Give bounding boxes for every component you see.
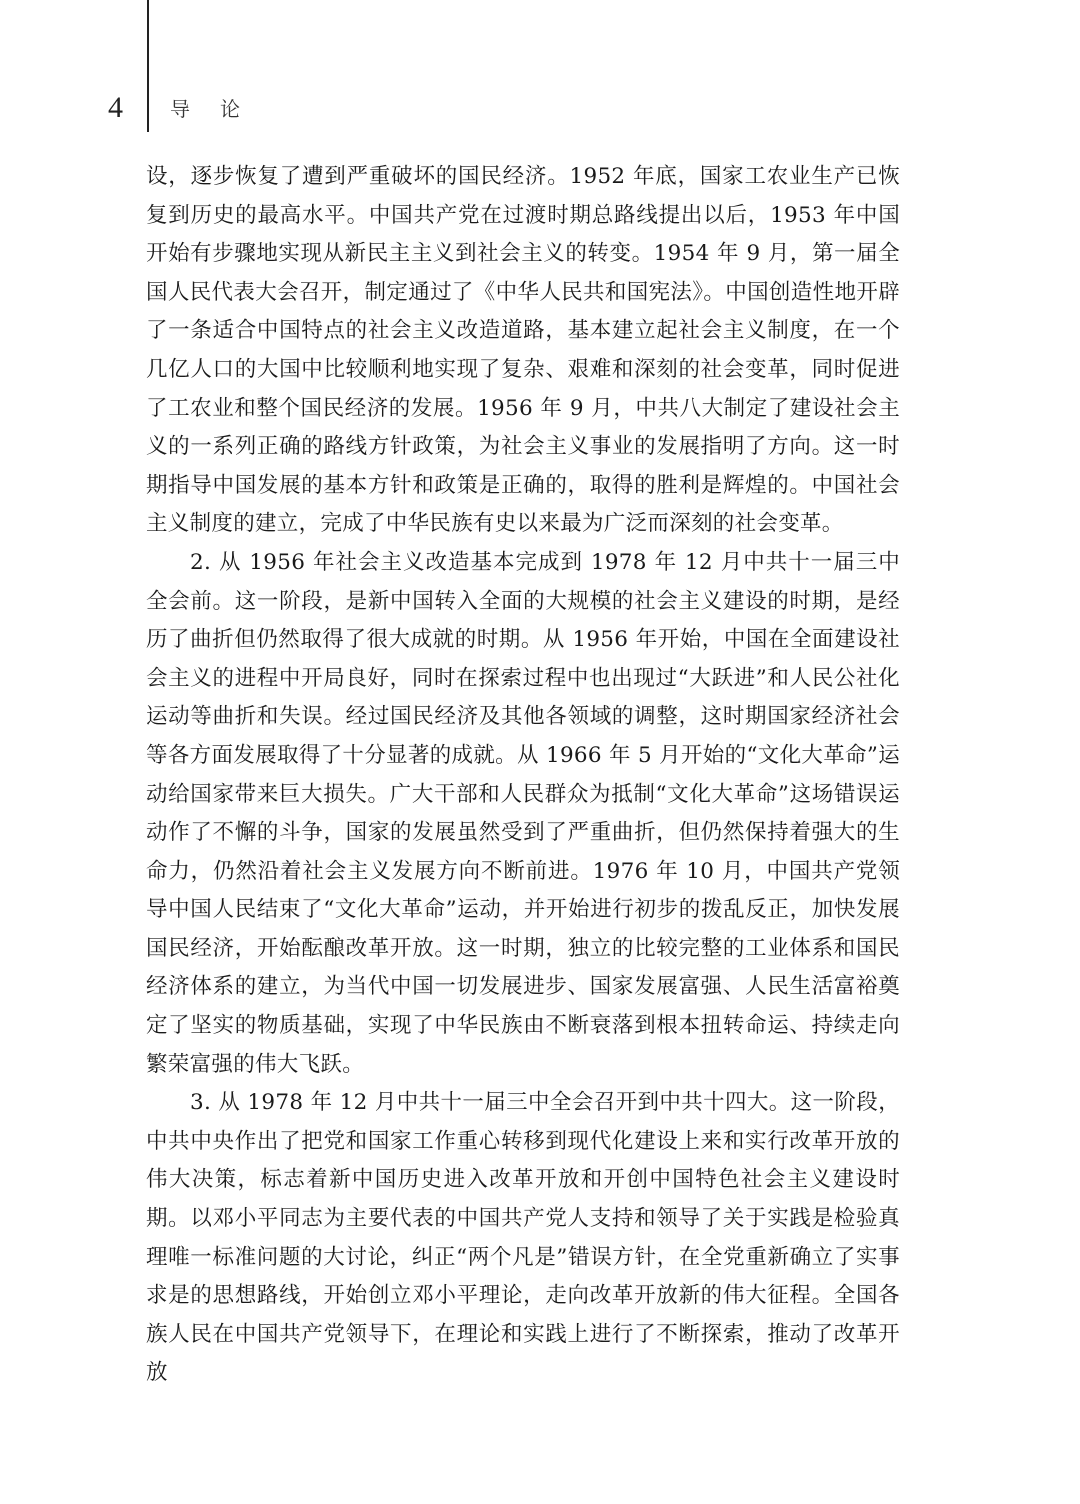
header-divider xyxy=(147,0,149,132)
paragraph-stage-3: 3. 从 1978 年 12 月中共十一届三中全会召开到中共十四大。这一阶段，中共中央作出了把党和国家工作重心转移到现代化建设上来和实行改革开放的伟大决策，标志着新中国历史进入改革开放和开创中国特色社会主义建设时期。以邓小平同志为主要代表的中国共产党人支持和领导了关于实践是检验真理唯一标准问题的大讨论，纠正“两个凡是”错误方针，在全党重新确立了实事求是的思想路线，开始创立邓小平理论，走向改革开放新的伟大征程。全国各族人民在中国共产党领导下，在理论和实践上进行了不断探索，推动了改革开放 xyxy=(146,1090,900,1386)
paragraph-continued: 设，逐步恢复了遭到严重破坏的国民经济。1952 年底，国家工农业生产已恢复到历史的最高水平。中国共产党在过渡时期总路线提出以后，1953 年中国开始有步骤地实现从新民主主义到社会主义的转变。1954 年 9 月，第一届全国人民代表大会召开，制定通过了《中华人民共和国宪法》。中国创造性地开辟了一条适合中国特点的社会主义改造道路，基本建立起社会主义制度，在一个几亿人口的大国中比较顺利地实现了复杂、艰难和深刻的社会变革，同时促进了工农业和整个国民经济的发展。1956 年 9 月，中共八大制定了建设社会主义的一系列正确的路线方针政策，为社会主义事业的发展指明了方向。这一时期指导中国发展的基本方针和政策是正确的，取得的胜利是辉煌的。中国社会主义制度的建立，完成了中华民族有史以来最为广泛而深刻的社会变革。 xyxy=(146,164,900,537)
running-head: 导论 xyxy=(170,97,270,121)
page-number: 4 xyxy=(108,91,123,124)
paragraph-stage-2: 2. 从 1956 年社会主义改造基本完成到 1978 年 12 月中共十一届三中全会前。这一阶段，是新中国转入全面的大规模的社会主义建设的时期，是经历了曲折但仍然取得了很大成就的时期。从 1956 年开始，中国在全面建设社会主义的进程中开局良好，同时在探索过程中也出现过“大跃进”和人民公社化运动等曲折和失误。经过国民经济及其他各领域的调整，这时期国家经济社会等各方面发展取得了十分显著的成就。从 1966 年 5 月开始的“文化大革命”运动给国家带来巨大损失。广大干部和人民群众为抵制“文化大革命”这场错误运动作了不懈的斗争，国家的发展虽然受到了严重曲折，但仍然保持着强大的生命力，仍然沿着社会主义发展方向不断前进。1976 年 10 月，中国共产党领导中国人民结束了“文化大革命”运动，并开始进行初步的拨乱反正，加快发展国民经济，开始酝酿改革开放。这一时期，独立的比较完整的工业体系和国民经济体系的建立，为当代中国一切发展进步、国家发展富强、人民生活富裕奠定了坚实的物质基础，实现了中华民族由不断衰落到根本扭转命运、持续走向繁荣富强的伟大飞跃。 xyxy=(146,549,900,1077)
body-text xyxy=(146,158,900,1393)
